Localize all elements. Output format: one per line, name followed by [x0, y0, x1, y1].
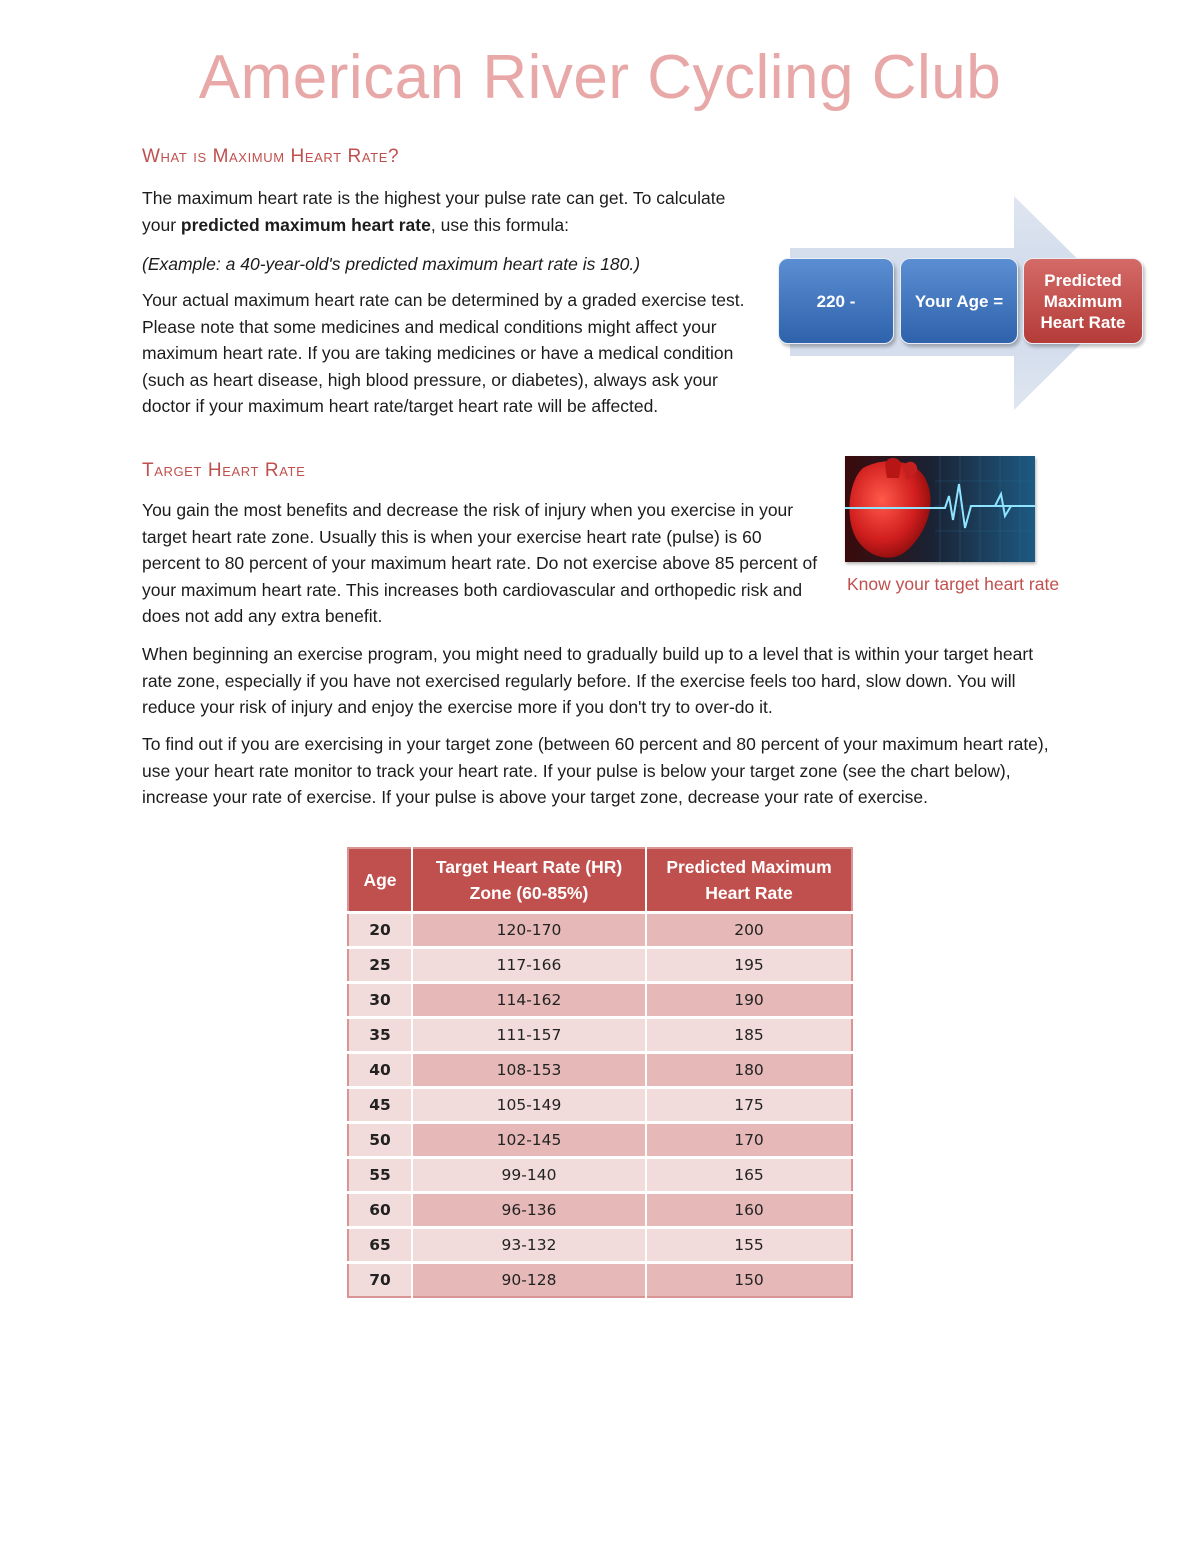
- cell-predicted-max: 195: [646, 948, 852, 983]
- cell-predicted-max: 150: [646, 1263, 852, 1298]
- table-row: [348, 1228, 852, 1263]
- cell-target-zone: 120-170: [412, 913, 646, 948]
- cell-age: 25: [348, 948, 412, 983]
- cell-age: 35: [348, 1018, 412, 1053]
- table-row: [348, 1018, 852, 1053]
- cell-age: 30: [348, 983, 412, 1018]
- cell-predicted-max: 175: [646, 1088, 852, 1123]
- table-row: [348, 1053, 852, 1088]
- cell-predicted-max: 155: [646, 1228, 852, 1263]
- cell-age: 65: [348, 1228, 412, 1263]
- cell-age: 40: [348, 1053, 412, 1088]
- intro-paragraph: [142, 185, 762, 238]
- image-caption: Know your target heart rate: [847, 574, 1060, 594]
- target-zone-paragraph: You gain the most benefits and decrease the risk of injury when you exercise in your target heart rate zone. Usually this is when your exercise heart rate (pulse) is 60 percent to 80 percent of your maximum heart rate. Do not exercise above 85 percent of your maximum heart rate. This increases both cardiovascular and orthopedic risk and does not add any extra benefit.: [142, 500, 818, 626]
- intro-text-end: , use this formula:: [430, 214, 569, 235]
- section-heading-max-heart-rate: What is Maximum Heart Rate?: [142, 146, 400, 167]
- formula-box-220: 220 -: [778, 258, 894, 344]
- cell-target-zone: 111-157: [412, 1018, 646, 1053]
- cell-predicted-max: 190: [646, 983, 852, 1018]
- intro-text-start: The maximum heart rate is the highest your pulse rate can get. To calculate your: [142, 188, 726, 235]
- cell-predicted-max: 160: [646, 1193, 852, 1228]
- cell-predicted-max: 170: [646, 1123, 852, 1158]
- cell-age: 55: [348, 1158, 412, 1193]
- cell-predicted-max: 165: [646, 1158, 852, 1193]
- table-row: [348, 1263, 852, 1298]
- example-paragraph: (Example: a 40-year-old's predicted maximum heart rate is 180.): [142, 254, 641, 274]
- formula-diagram: [776, 196, 1146, 410]
- cell-target-zone: 108-153: [412, 1053, 646, 1088]
- cell-age: 45: [348, 1088, 412, 1123]
- cell-age: 60: [348, 1193, 412, 1228]
- header-predicted-max: Predicted Maximum Heart Rate: [646, 848, 852, 913]
- cell-target-zone: 117-166: [412, 948, 646, 983]
- cell-target-zone: 96-136: [412, 1193, 646, 1228]
- table-row: [348, 983, 852, 1018]
- actual-max-paragraph: Your actual maximum heart rate can be determined by a graded exercise test. Please note that some medicines and medical conditions might affect your maximum heart rate. If you are taking medicines or have a medical condition (such as heart disease, high blood pressure, or diabetes), always ask your doctor if your maximum heart rate/target heart rate will be affected.: [142, 290, 745, 416]
- intro-text-bold: predicted maximum heart rate: [180, 214, 431, 235]
- cell-age: 20: [348, 913, 412, 948]
- table-row: [348, 1158, 852, 1193]
- cell-age: 70: [348, 1263, 412, 1298]
- cell-target-zone: 102-145: [412, 1123, 646, 1158]
- formula-box-result: Predicted Maximum Heart Rate: [1023, 258, 1143, 344]
- cell-age: 50: [348, 1123, 412, 1158]
- cell-predicted-max: 200: [646, 913, 852, 948]
- cell-predicted-max: 180: [646, 1053, 852, 1088]
- cell-target-zone: 93-132: [412, 1228, 646, 1263]
- heart-ecg-icon: [845, 456, 1035, 562]
- cell-target-zone: 99-140: [412, 1158, 646, 1193]
- heart-rate-table: [347, 847, 853, 1298]
- header-age: Age: [348, 848, 412, 913]
- table-header-row: [348, 848, 852, 913]
- table-row: [348, 948, 852, 983]
- formula-box-age: Your Age =: [900, 258, 1018, 344]
- heart-monitor-image: [845, 456, 1035, 562]
- table-row: [348, 1193, 852, 1228]
- beginning-program-paragraph: When beginning an exercise program, you might need to gradually build up to a level that is within your target heart rate zone, especially if you have not exercised regularly before. If the exercise feels too hard, slow down. You will reduce your risk of injury and enjoy the exercise more if you don't try to over-do it.: [142, 644, 1034, 717]
- find-target-zone-paragraph: To find out if you are exercising in your target zone (between 60 percent and 80 percent of your maximum heart rate), use your heart rate monitor to track your heart rate. If your pulse is below your target zone (see the chart below), increase your rate of exercise. If your pulse is above your target zone, decrease your rate of exercise.: [142, 734, 1049, 807]
- cell-predicted-max: 185: [646, 1018, 852, 1053]
- table-row: [348, 1088, 852, 1123]
- table-row: [348, 913, 852, 948]
- header-target-zone: Target Heart Rate (HR) Zone (60-85%): [412, 848, 646, 913]
- page-title: American River Cycling Club: [198, 43, 1002, 112]
- table-row: [348, 1123, 852, 1158]
- cell-target-zone: 90-128: [412, 1263, 646, 1298]
- cell-target-zone: 114-162: [412, 983, 646, 1018]
- section-heading-target-heart-rate: Target Heart Rate: [142, 460, 306, 481]
- cell-target-zone: 105-149: [412, 1088, 646, 1123]
